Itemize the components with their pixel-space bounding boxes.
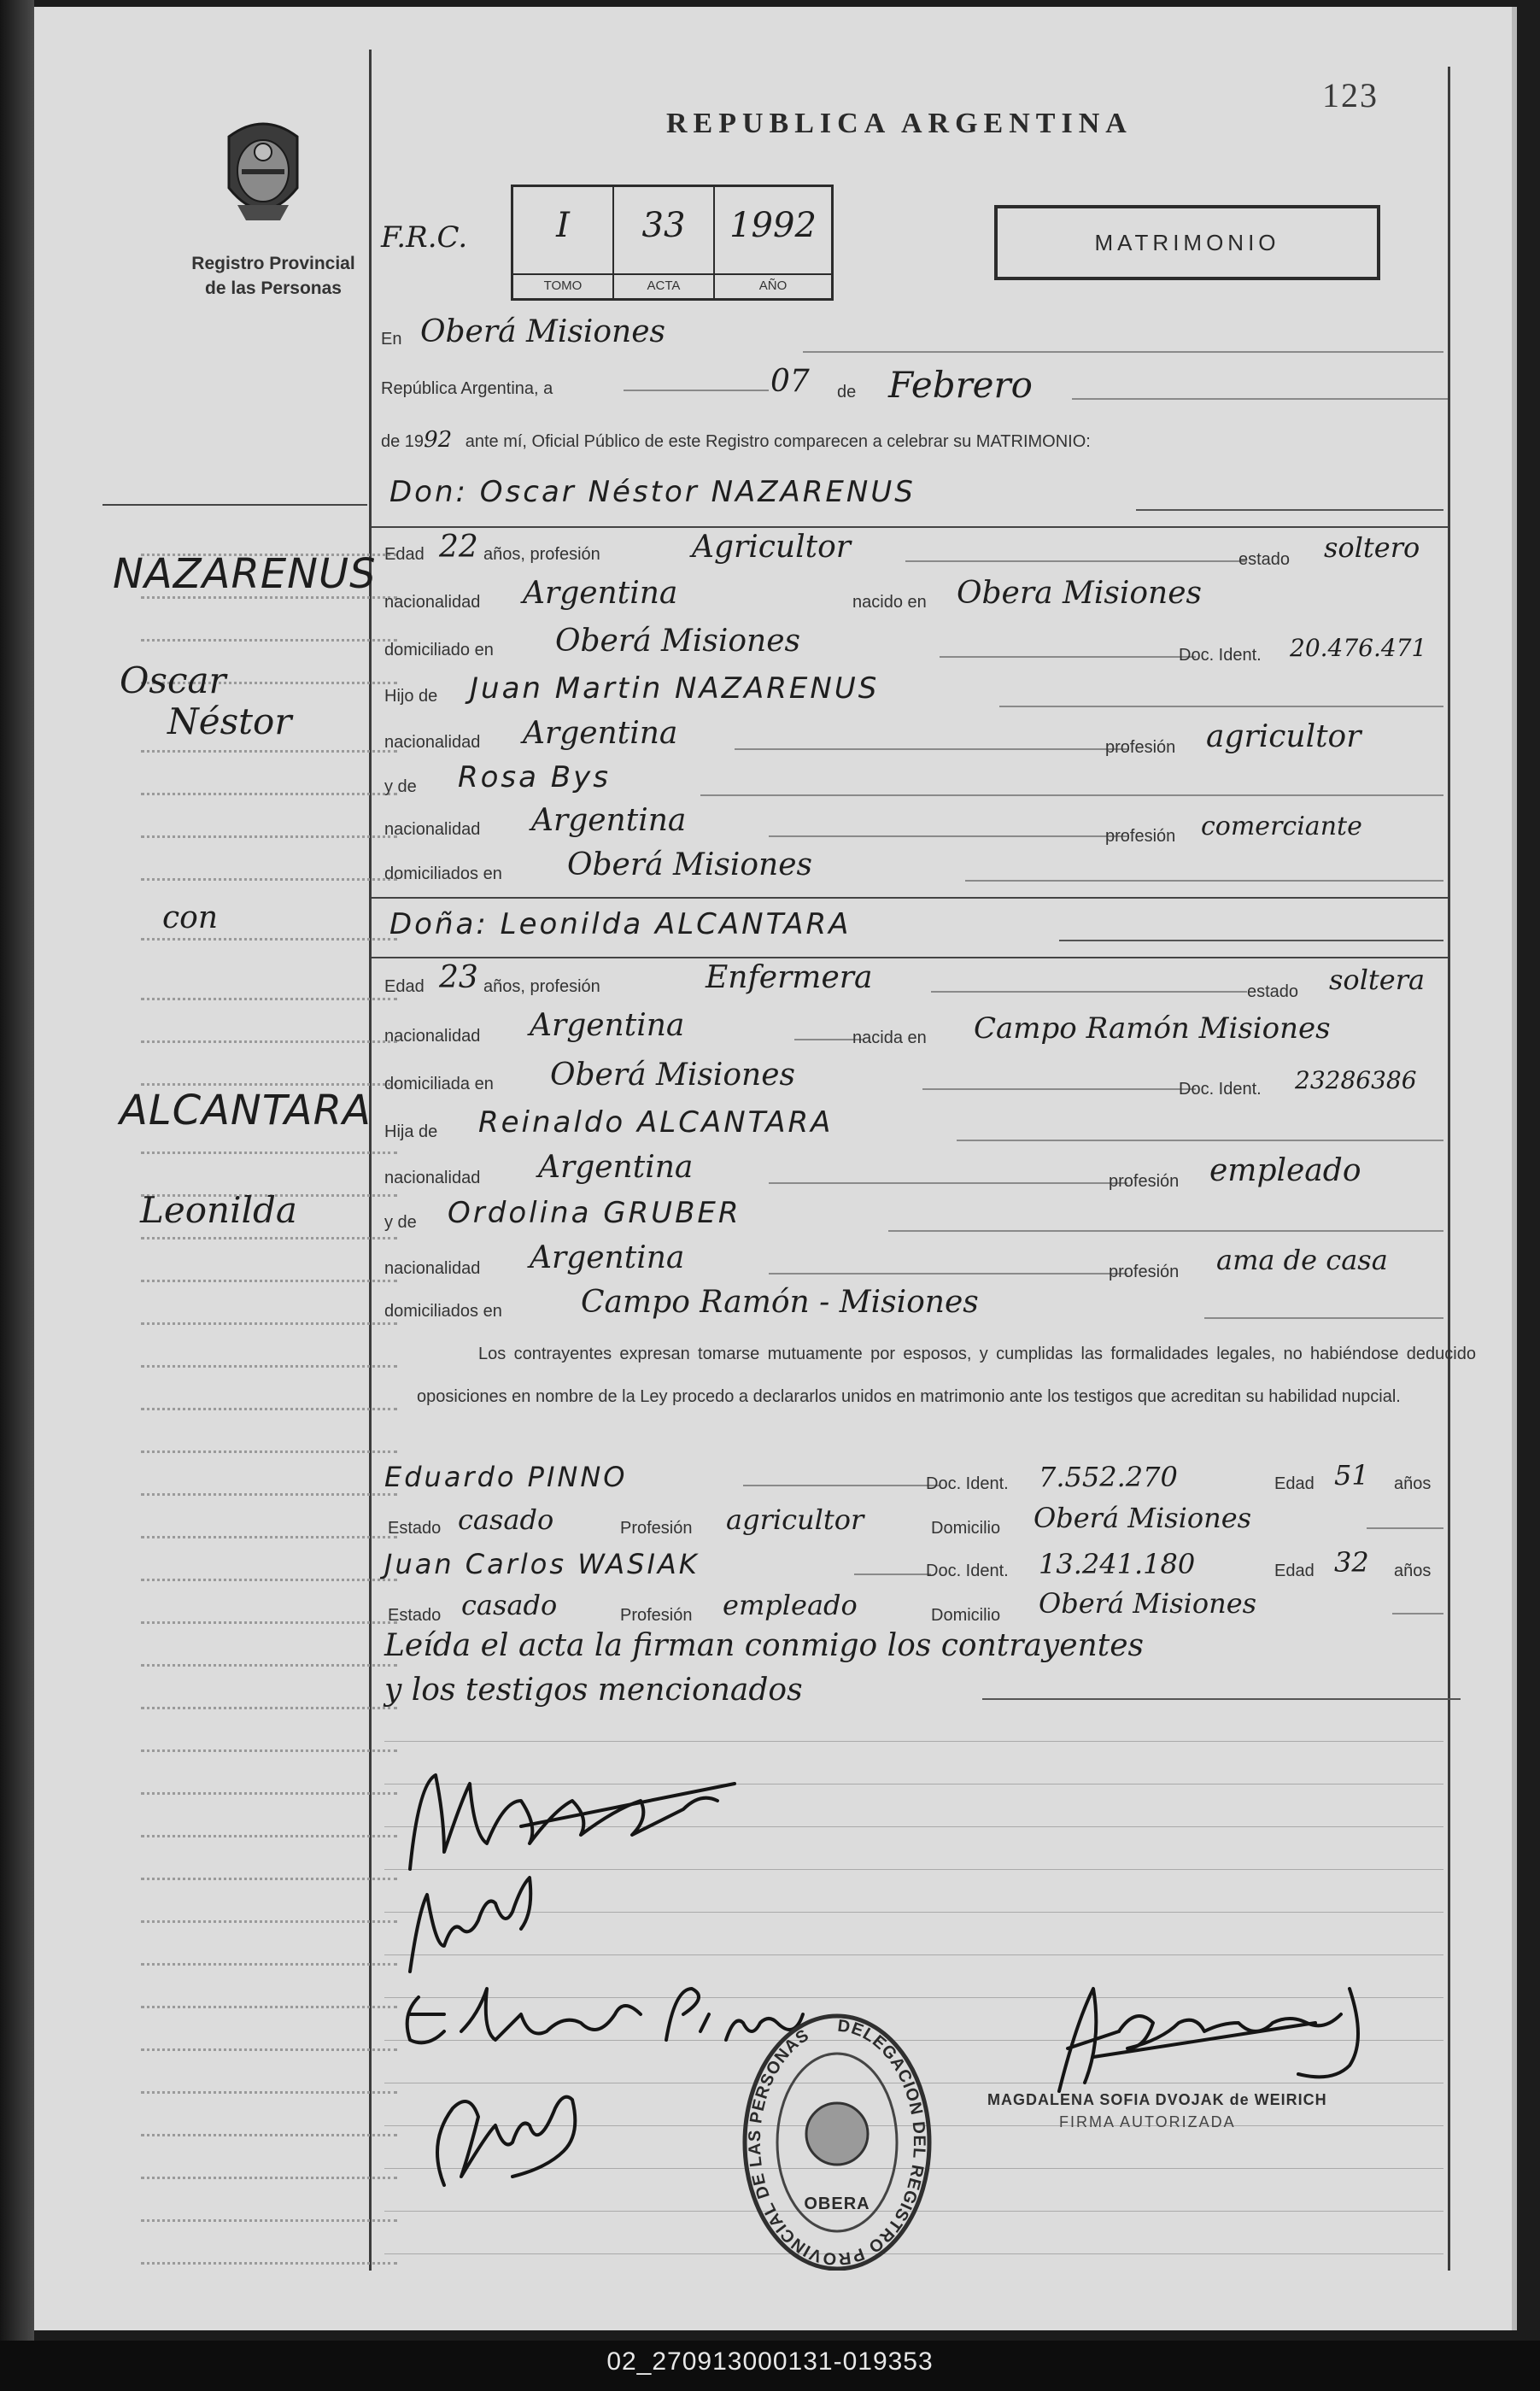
- witness-1-prof-label: Profesión: [620, 1519, 693, 1538]
- bride-parents-dom-label: domiciliados en: [384, 1302, 502, 1321]
- groom-mother-nationality: Argentina: [531, 803, 687, 838]
- margin-dotted-line: [141, 2177, 397, 2179]
- year-label: [381, 427, 1091, 453]
- witness-1-doc-label: Doc. Ident.: [926, 1474, 1009, 1493]
- witness-1-dom-label: Domicilio: [931, 1519, 1001, 1538]
- margin-dotted-line: [141, 998, 397, 1000]
- groom-dom-label: domiciliado en: [384, 641, 494, 659]
- official-signature: [1008, 1972, 1384, 2108]
- day-value: 07: [770, 364, 810, 399]
- fill-line: [931, 991, 1247, 993]
- closing-line-1: Leída el acta la firman conmigo los contrayentes: [384, 1628, 1144, 1663]
- groom-doc: 20.476.471: [1290, 634, 1427, 662]
- margin-dotted-line: [141, 1152, 397, 1154]
- bride-marital-status: soltera: [1329, 964, 1426, 996]
- tomo-cell: [513, 187, 614, 298]
- margin-dotted-line: [141, 2134, 397, 2136]
- fill-line: [957, 1140, 1443, 1141]
- margin-dotted-line: [141, 2219, 397, 2222]
- groom-age: 22: [439, 530, 478, 565]
- bride-status-label: estado: [1247, 982, 1299, 1001]
- groom-born-label: nacido en: [852, 593, 927, 612]
- margin-dotted-line: [141, 1536, 397, 1538]
- margin-dotted-line: [141, 1707, 397, 1709]
- bride-dom-label: domiciliada en: [384, 1075, 494, 1093]
- margin-dotted-line: [141, 1792, 397, 1795]
- month-value: Febrero: [888, 364, 1033, 406]
- witness-1-status: casado: [458, 1503, 554, 1536]
- anio-cell: [715, 187, 831, 298]
- groom-father-nat-label: nacionalidad: [384, 733, 481, 752]
- witness-1-age-label: Edad: [1274, 1474, 1315, 1493]
- bride-birthplace: Campo Ramón Misiones: [974, 1011, 1331, 1046]
- section-rule: [372, 526, 1448, 528]
- bride-nationality: Argentina: [530, 1008, 685, 1043]
- groom-father-profession: agricultor: [1206, 719, 1361, 754]
- country-title: REPUBLICA ARGENTINA: [666, 108, 1133, 139]
- bride-signature: [393, 1861, 564, 1980]
- witness-1-years-label: años: [1394, 1474, 1432, 1493]
- margin-dotted-line: [141, 1237, 397, 1239]
- margin-groom-given-1: Oscar: [120, 659, 226, 701]
- bride-name: Doña: Leonilda ALCANTARA: [389, 907, 852, 941]
- margin-dotted-line: [141, 639, 397, 642]
- year-prefix: de 19: [381, 432, 425, 451]
- republic-label: República Argentina, a: [381, 379, 553, 398]
- bride-nat-label: nacionalidad: [384, 1027, 481, 1046]
- margin-dotted-line: [141, 1322, 397, 1325]
- margin-groom-given-2: Néstor: [167, 700, 292, 742]
- groom-father: Juan Martin NAZARENUS: [470, 671, 880, 706]
- bride-mother-nationality: Argentina: [530, 1240, 685, 1275]
- groom-mother-label: y de: [384, 777, 417, 796]
- fill-line: [1204, 1317, 1443, 1319]
- year-suffix: 92: [424, 427, 453, 453]
- coat-of-arms-icon: [212, 111, 314, 231]
- place-value: Oberá Misiones: [420, 314, 665, 349]
- de-label: de: [837, 383, 857, 401]
- bride-born-label: nacida en: [852, 1028, 927, 1047]
- groom-marital-status: soltero: [1324, 531, 1420, 564]
- fill-line: [1072, 398, 1448, 400]
- page-number: 123: [1322, 76, 1379, 114]
- fill-line: [1367, 1527, 1443, 1529]
- bride-mother: Ordolina GRUBER: [448, 1196, 741, 1230]
- witness-1-age: 51: [1334, 1459, 1369, 1491]
- fill-line: [922, 1088, 1196, 1090]
- bride-father: Reinaldo ALCANTARA: [478, 1105, 834, 1140]
- right-border-line: [1448, 67, 1450, 2271]
- groom-mother-prof-label: profesión: [1105, 827, 1176, 846]
- groom-nationality: Argentina: [523, 576, 678, 611]
- fill-line: [700, 794, 1443, 796]
- margin-dotted-line: [141, 938, 397, 941]
- bride-prof-label: años, profesión: [483, 977, 600, 996]
- margin-dotted-line: [141, 1920, 397, 1923]
- margin-top-rule: [102, 504, 367, 506]
- margin-dotted-line: [141, 1408, 397, 1410]
- signature-area-line: [384, 1741, 1443, 1742]
- groom-birthplace: Obera Misiones: [957, 576, 1202, 611]
- groom-prof-label: años, profesión: [483, 545, 600, 564]
- fill-line: [965, 880, 1443, 882]
- margin-dotted-line: [141, 1835, 397, 1837]
- groom-profession: Agricultor: [692, 530, 851, 565]
- fill-line: [905, 560, 1247, 562]
- witness-2-doc-label: Doc. Ident.: [926, 1562, 1009, 1580]
- margin-dotted-line: [141, 1664, 397, 1667]
- acta-value: 33: [641, 206, 686, 245]
- record-type-box: MATRIMONIO: [994, 205, 1380, 280]
- official-name: MAGDALENA SOFIA DVOJAK de WEIRICH: [987, 2091, 1327, 2108]
- anio-label: AÑO: [715, 273, 831, 293]
- bride-profession: Enfermera: [706, 960, 873, 995]
- margin-dotted-line: [141, 2048, 397, 2051]
- record-reference-box: [511, 185, 834, 301]
- fill-line: [735, 748, 1127, 750]
- groom-parents-domicile: Oberá Misiones: [567, 847, 812, 882]
- bride-mother-prof-label: profesión: [1109, 1263, 1180, 1281]
- groom-status-label: estado: [1238, 550, 1291, 569]
- witness-2-prof-label: Profesión: [620, 1606, 693, 1625]
- witness-2-age-label: Edad: [1274, 1562, 1315, 1580]
- seal-outer-text: DELEGACION DEL REGISTRO PROVINCIAL DE LAS PERSONAS: [745, 2016, 928, 2269]
- margin-dotted-line: [141, 1621, 397, 1624]
- margin-dotted-line: [141, 2262, 397, 2265]
- bride-parents-domicile: Campo Ramón - Misiones: [581, 1285, 979, 1320]
- official-seal: [735, 1997, 940, 2271]
- official-title: FIRMA AUTORIZADA: [1059, 2113, 1236, 2130]
- bride-mother-label: y de: [384, 1213, 417, 1232]
- margin-dotted-line: [141, 1963, 397, 1966]
- witness-2-signature: [410, 2057, 615, 2202]
- bride-age-label: Edad: [384, 977, 425, 996]
- binding-shadow: [0, 0, 34, 2341]
- witness-1-name: Eduardo PINNO: [384, 1461, 628, 1493]
- groom-mother-nat-label: nacionalidad: [384, 820, 481, 839]
- witness-1-doc: 7.552.270: [1039, 1461, 1178, 1493]
- witness-1-domicile: Oberá Misiones: [1033, 1502, 1252, 1534]
- margin-dotted-line: [141, 793, 397, 795]
- seal-inner-text: OBERA: [804, 2195, 870, 2213]
- margin-dotted-line: [141, 2091, 397, 2094]
- bride-age: 23: [439, 960, 478, 995]
- section-rule: [372, 957, 1448, 958]
- groom-father-nationality: Argentina: [523, 716, 678, 751]
- witness-1-profession: agricultor: [726, 1503, 864, 1536]
- witness-2-name: Juan Carlos WASIAK: [384, 1548, 700, 1580]
- registry-name-line: Registro Provincial: [191, 254, 355, 273]
- margin-dotted-line: [141, 1878, 397, 1880]
- margin-dotted-line: [141, 1493, 397, 1496]
- bride-father-label: Hija de: [384, 1122, 438, 1141]
- witness-2-dom-label: Domicilio: [931, 1606, 1001, 1625]
- registry-name-line: de las Personas: [205, 278, 342, 298]
- witness-2-profession: empleado: [723, 1589, 858, 1621]
- bride-father-prof-label: profesión: [1109, 1172, 1180, 1191]
- fill-line: [888, 1230, 1443, 1232]
- fill-line: [940, 656, 1196, 658]
- en-label: En: [381, 330, 402, 349]
- bride-father-nat-label: nacionalidad: [384, 1169, 481, 1187]
- bride-father-profession: empleado: [1209, 1153, 1361, 1188]
- groom-mother-profession: comerciante: [1201, 812, 1362, 841]
- declaration-paragraph: Los contrayentes expresan tomarse mutuamente por esposos, y cumplidas las formalidades legales, no habiéndose deducido oposiciones en nombre de la Ley procedo a declararlos unidos en matrimonio ante los testigos que acreditan su habilidad nupcial.: [417, 1345, 1476, 1406]
- acta-cell: [614, 187, 715, 298]
- margin-dotted-line: [141, 1280, 397, 1282]
- groom-name: Don: Oscar Néstor NAZARENUS: [389, 475, 916, 509]
- bride-doc: 23286386: [1295, 1066, 1417, 1094]
- section-rule: [372, 897, 1448, 899]
- margin-dotted-line: [141, 1579, 397, 1581]
- witness-2-doc: 13.241.180: [1039, 1548, 1196, 1580]
- frc-label: F.R.C.: [381, 220, 468, 255]
- file-id: 02_270913000131-019353: [606, 2347, 934, 2376]
- witness-2-years-label: años: [1394, 1562, 1432, 1580]
- margin-bride-given: Leonilda: [140, 1189, 297, 1231]
- fill-line: [769, 835, 1127, 837]
- fill-line: [1392, 1613, 1443, 1615]
- fill-line: [769, 1182, 1127, 1184]
- groom-doc-label: Doc. Ident.: [1179, 646, 1262, 665]
- fill-line: [743, 1485, 940, 1486]
- groom-domicile: Oberá Misiones: [555, 624, 800, 659]
- register-page: [34, 7, 1517, 2330]
- margin-bride-surname: ALCANTARA: [120, 1087, 372, 1134]
- witness-1-status-label: Estado: [388, 1519, 442, 1538]
- registry-name: [162, 251, 384, 301]
- groom-father-prof-label: profesión: [1105, 738, 1176, 757]
- fill-line: [999, 706, 1443, 707]
- bride-domicile: Oberá Misiones: [550, 1058, 795, 1093]
- bride-mother-nat-label: nacionalidad: [384, 1259, 481, 1278]
- fill-line: [769, 1273, 1127, 1275]
- bride-mother-profession: ama de casa: [1216, 1244, 1388, 1276]
- margin-dotted-line: [141, 1365, 397, 1368]
- fill-line: [624, 390, 769, 391]
- groom-mother: Rosa Bys: [458, 760, 611, 794]
- margin-dotted-line: [141, 2006, 397, 2008]
- margin-dotted-line: [141, 1040, 397, 1043]
- fill-line: [1136, 509, 1443, 511]
- witness-2-age: 32: [1334, 1546, 1369, 1579]
- closing-line-2: y los testigos mencionados: [384, 1673, 803, 1708]
- fill-line: [982, 1698, 1461, 1700]
- appearance-text: ante mí, Oficial Público de este Registro comparecen a celebrar su MATRIMONIO:: [465, 432, 1091, 451]
- groom-age-label: Edad: [384, 545, 425, 564]
- anio-value: 1992: [729, 206, 817, 245]
- groom-nat-label: nacionalidad: [384, 593, 481, 612]
- margin-groom-surname: NAZARENUS: [113, 550, 377, 598]
- fill-line: [803, 351, 1443, 353]
- groom-parents-dom-label: domiciliados en: [384, 864, 502, 883]
- tomo-label: TOMO: [513, 273, 612, 293]
- margin-connector: con: [162, 900, 219, 935]
- witness-2-status-label: Estado: [388, 1606, 442, 1625]
- bride-father-nationality: Argentina: [538, 1150, 694, 1185]
- fill-line: [854, 1573, 931, 1575]
- groom-father-label: Hijo de: [384, 687, 438, 706]
- margin-dotted-line: [141, 835, 397, 838]
- fill-line: [1059, 940, 1443, 941]
- margin-dotted-line: [141, 1749, 397, 1752]
- margin-dotted-line: [141, 750, 397, 753]
- witness-2-domicile: Oberá Misiones: [1039, 1587, 1257, 1620]
- margin-dotted-line: [141, 878, 397, 881]
- tomo-value: I: [556, 206, 570, 245]
- witness-2-status: casado: [461, 1589, 558, 1621]
- left-column-divider: [369, 50, 372, 2271]
- bride-doc-label: Doc. Ident.: [1179, 1080, 1262, 1099]
- margin-dotted-line: [141, 1083, 397, 1086]
- acta-label: ACTA: [614, 273, 713, 293]
- margin-dotted-line: [141, 1450, 397, 1453]
